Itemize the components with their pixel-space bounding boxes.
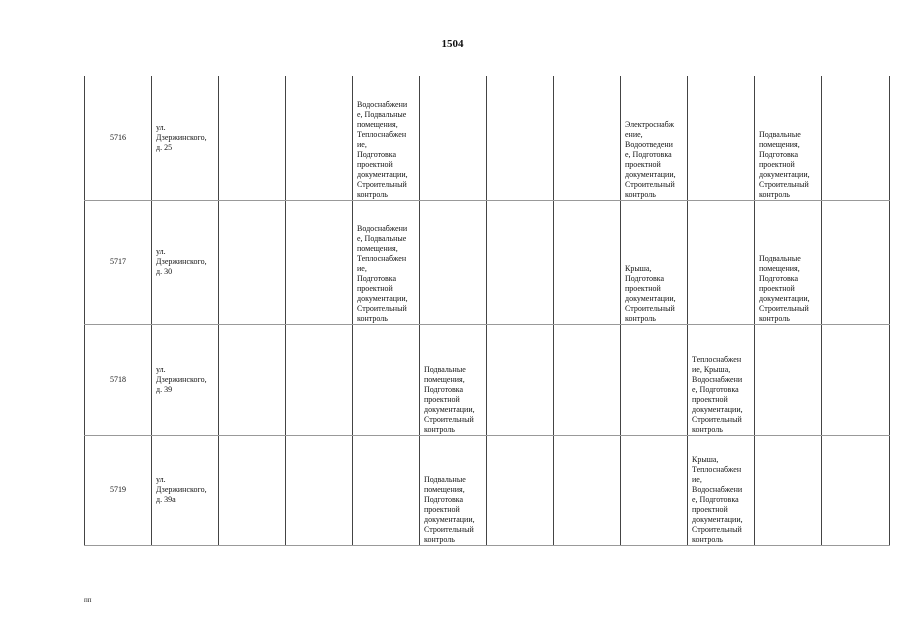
page-number: 1504	[441, 38, 464, 50]
works-cell: Крыша, Подготовка проектной документации, Строительный контроль	[621, 200, 688, 324]
table-cell	[554, 324, 621, 435]
table-cell	[822, 76, 890, 200]
footer-mark: пп	[84, 596, 92, 604]
table-cell	[219, 435, 286, 545]
row-number: 5719	[85, 435, 152, 545]
table-cell	[286, 200, 353, 324]
table-cell	[353, 435, 420, 545]
works-cell: Водоснабжени е, Подвальные помещения, Теплоснабжен ие, Подготовка проектной документации, Строительный контроль	[353, 200, 420, 324]
row-number: 5718	[85, 324, 152, 435]
table-cell	[755, 435, 822, 545]
table-cell	[219, 324, 286, 435]
works-cell: Электроснабж ение, Водоотведени е, Подготовка проектной документации, Строительный контроль	[621, 76, 688, 200]
table-cell	[822, 324, 890, 435]
table-cell	[554, 435, 621, 545]
table-cell	[420, 200, 487, 324]
table-cell	[286, 324, 353, 435]
works-cell: Теплоснабжен ие, Крыша, Водоснабжени е, Подготовка проектной документации, Строительный контроль	[688, 324, 755, 435]
works-cell: Подвальные помещения, Подготовка проектной документации, Строительный контроль	[420, 324, 487, 435]
table-cell	[621, 324, 688, 435]
table-cell	[487, 435, 554, 545]
works-cell: Водоснабжени е, Подвальные помещения, Теплоснабжен ие, Подготовка проектной документации, Строительный контроль	[353, 76, 420, 200]
table-cell	[487, 76, 554, 200]
works-cell: Подвальные помещения, Подготовка проектной документации, Строительный контроль	[755, 200, 822, 324]
table-cell	[554, 200, 621, 324]
address-cell: ул. Дзержинского, д. 39	[152, 324, 219, 435]
table-cell	[286, 435, 353, 545]
row-number: 5716	[85, 76, 152, 200]
table-row	[85, 435, 890, 545]
table-cell	[487, 200, 554, 324]
table-cell	[420, 76, 487, 200]
table-cell	[353, 324, 420, 435]
table-cell	[286, 76, 353, 200]
table-cell	[487, 324, 554, 435]
table-row	[85, 324, 890, 435]
table-cell	[554, 76, 621, 200]
row-number: 5717	[85, 200, 152, 324]
works-cell: Подвальные помещения, Подготовка проектной документации, Строительный контроль	[420, 435, 487, 545]
table-cell	[688, 200, 755, 324]
table-cell	[621, 435, 688, 545]
works-register-table	[84, 76, 890, 546]
table-cell	[822, 435, 890, 545]
works-cell: Подвальные помещения, Подготовка проектной документации, Строительный контроль	[755, 76, 822, 200]
table-cell	[755, 324, 822, 435]
address-cell: ул. Дзержинского, д. 39а	[152, 435, 219, 545]
table-row	[85, 76, 890, 200]
table-row	[85, 200, 890, 324]
address-cell: ул. Дзержинского, д. 30	[152, 200, 219, 324]
table-cell	[219, 76, 286, 200]
table-cell	[822, 200, 890, 324]
works-cell: Крыша, Теплоснабжен ие, Водоснабжени е, Подготовка проектной документации, Строительный контроль	[688, 435, 755, 545]
address-cell: ул. Дзержинского, д. 25	[152, 76, 219, 200]
table-cell	[219, 200, 286, 324]
table-cell	[688, 76, 755, 200]
